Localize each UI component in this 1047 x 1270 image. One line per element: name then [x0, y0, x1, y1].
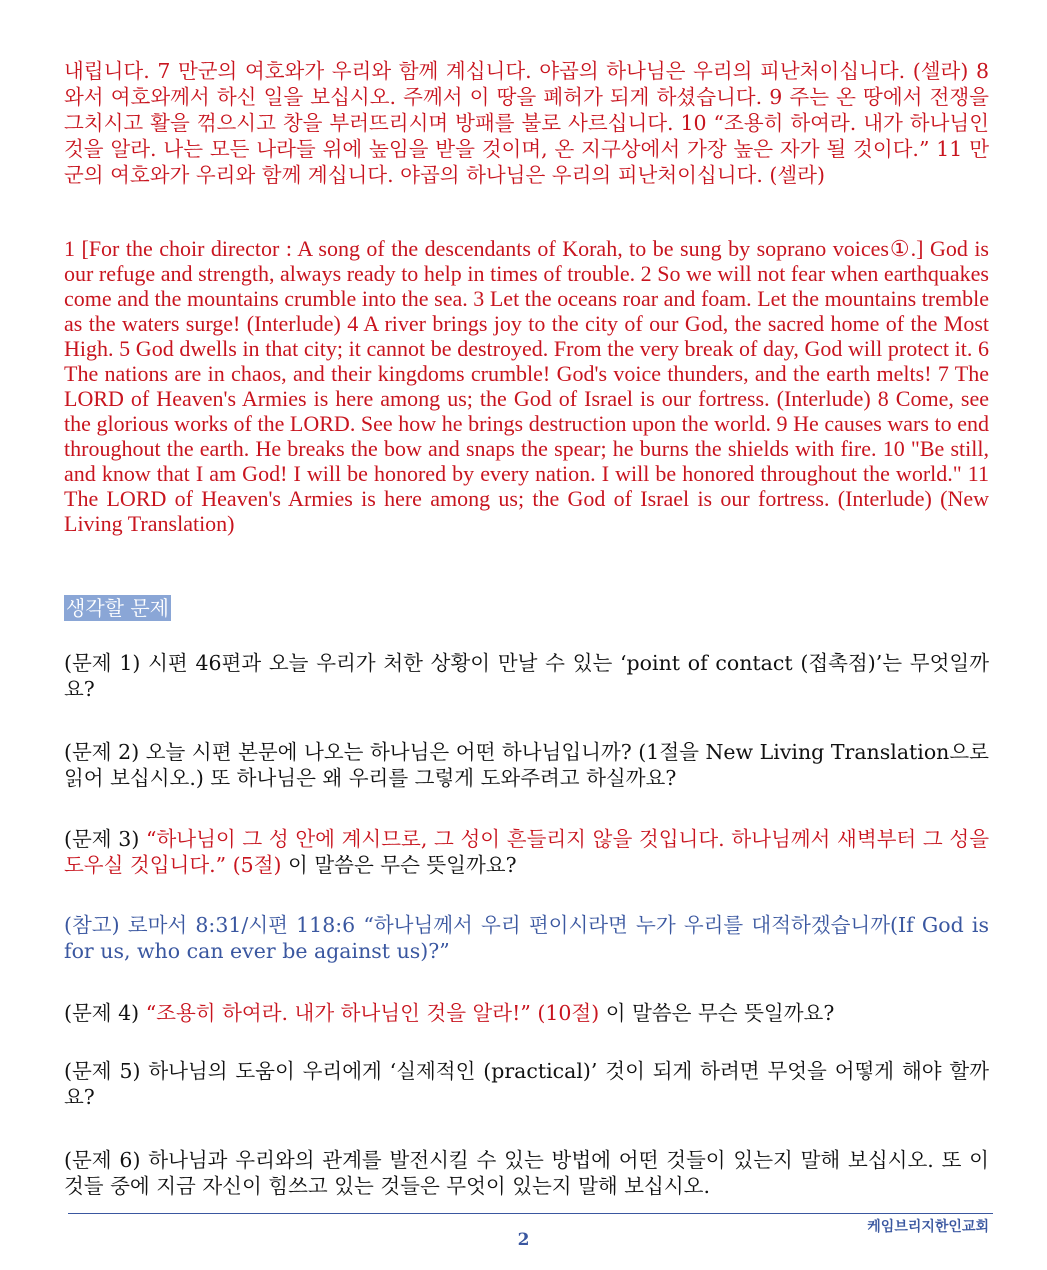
question-3-quote: “하나님이 그 성 안에 계시므로, 그 성이 흔들리지 않을 것입니다. 하나님께서 새벽부터 그 성을 도우실 것입니다.” (5절): [64, 827, 989, 877]
korean-scripture-passage: 내립니다. 7 만군의 여호와가 우리와 함께 계십니다. 야곱의 하나님은 우리의 피난처이십니다. (셀라) 8 와서 여호와께서 하신 일을 보십시오. 주께서 이 땅을 폐허가 되게 하셨습니다. 9 주는 온 땅에서 전쟁을 그치시고 활을 꺾으시고 창을 부러뜨리시며 방패를 불로 사르십니다. 10 “조용히 하여라. 내가 하나님인 것을 알라. 나는 모든 나라들 위에 높임을 받을 것이며, 온 지구상에서 가장 높은 자가 될 것이다.” 11 만군의 여호와가 우리와 함께 계십니다. 야곱의 하나님은 우리의 피난처이십니다. (셀라): [64, 59, 989, 187]
question-3: [64, 826, 989, 878]
section-heading: 생각할 문제: [66, 596, 169, 620]
question-1: (문제 1) 시편 46편과 오늘 우리가 처한 상황이 만날 수 있는 ‘point of contact (접촉점)’는 무엇일까요?: [64, 651, 989, 701]
english-scripture-passage: 1 [For the choir director : A song of the descendants of Korah, to be sung by soprano voices①.] God is our refuge and strength, always ready to help in times of trouble. 2 So we will not fear when earthquakes come and the mountains crumble into the sea. 3 Let the oceans roar and foam. Let the mountains tremble as the waters surge! (Interlude) 4 A river brings joy to the city of our God, the sacred home of the Most High. 5 God dwells in that city; it cannot be destroyed. From the very break of day, God will protect it. 6 The nations are in chaos, and their kingdoms crumble! God's voice thunders, and the earth melts! 7 The LORD of Heaven's Armies is here among us; the God of Israel is our fortress. (Interlude) 8 Come, see the glorious works of the LORD. See how he brings destruction upon the world. 9 He causes wars to end throughout the earth. He breaks the bow and snaps the spear; he burns the shields with fire. 10 "Be still, and know that I am God! I will be honored by every nation. I will be honored throughout the world." 11 The LORD of Heaven's Armies is here among us; the God of Israel is our fortress. (Interlude) (New Living Translation): [64, 236, 989, 536]
question-3-prefix: (문제 3): [64, 827, 146, 851]
question-6: (문제 6) 하나님과 우리와의 관계를 발전시킬 수 있는 방법에 어떤 것들이 있는지 말해 보십시오. 또 이것들 중에 지금 자신이 힘쓰고 있는 것들은 무엇이 있는지 말해 보십시오.: [64, 1148, 989, 1198]
reference-note: (참고) 로마서 8:31/시편 118:6 “하나님께서 우리 편이시라면 누가 우리를 대적하겠습니까(If God is for us, who can ever be against us)?”: [64, 913, 989, 963]
question-4-prefix: (문제 4): [64, 1001, 146, 1025]
document-page: [64, 58, 989, 1198]
question-3-suffix: 이 말씀은 무슨 뜻일까요?: [281, 853, 517, 877]
question-4: [64, 1000, 989, 1026]
section-heading-wrapper: [64, 595, 171, 621]
question-4-suffix: 이 말씀은 무슨 뜻일까요?: [599, 1001, 835, 1025]
page-number: 2: [517, 1230, 530, 1250]
footer-divider: [68, 1213, 993, 1214]
question-5: (문제 5) 하나님의 도움이 우리에게 ‘실제적인 (practical)’ 것이 되게 하려면 무엇을 어떻게 해야 할까요?: [64, 1059, 989, 1109]
question-2: (문제 2) 오늘 시편 본문에 나오는 하나님은 어떤 하나님입니까? (1절을 New Living Translation으로 읽어 보십시오.) 또 하나님은 왜 우리를 그렇게 도와주려고 하실까요?: [64, 740, 989, 790]
question-4-quote: “조용히 하여라. 내가 하나님인 것을 알라!” (10절): [145, 1001, 600, 1025]
footer-church-name: 케임브리지한인교회: [867, 1219, 989, 1235]
